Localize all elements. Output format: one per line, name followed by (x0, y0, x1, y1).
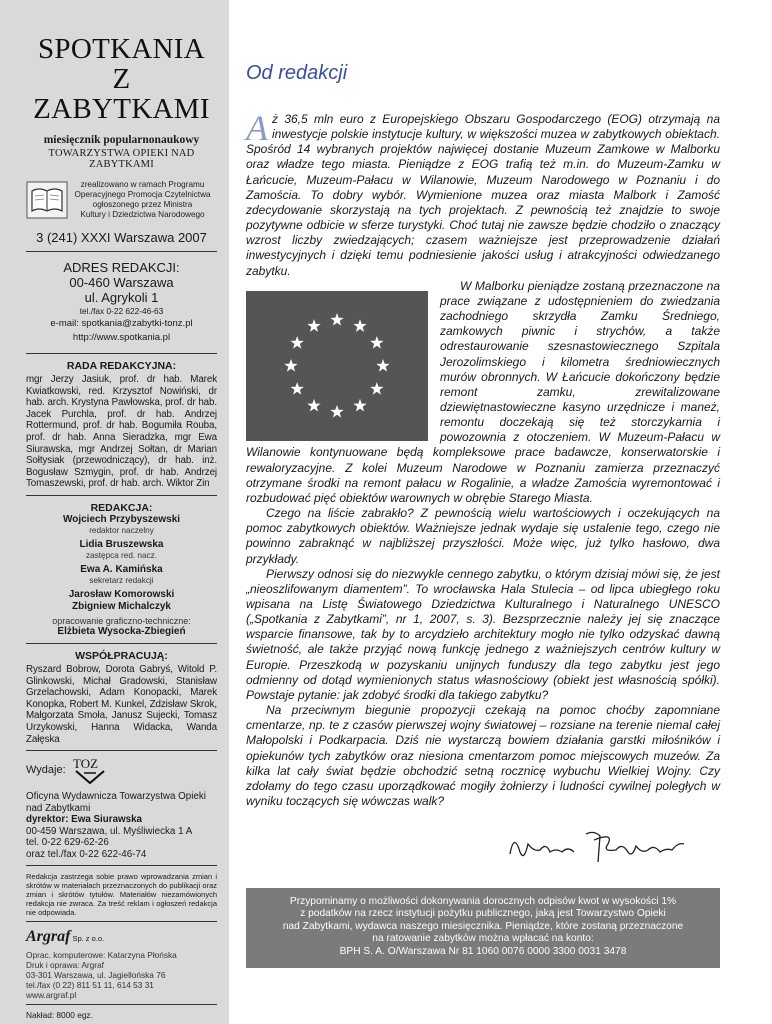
magazine-title (26, 34, 217, 124)
editor-name: Ewa A. Kamińska (80, 563, 163, 575)
divider (26, 353, 217, 354)
editor-name: Wojciech Przybyszewski (62, 513, 181, 525)
editor-role: sekretarz redakcji (89, 575, 154, 585)
open-book-icon (26, 181, 68, 219)
magazine-subtitle: miesięcznik popularnonaukowy (43, 134, 200, 146)
eu-flag-icon (246, 291, 428, 441)
graphic-role: opracowanie graficzno-techniczne: (52, 615, 191, 626)
circulation: Nakład: 8000 egz. (26, 1009, 93, 1020)
editor-name: Zbigniew Michalczyk (72, 600, 171, 612)
editorial-heading: REDAKCJA: (90, 501, 153, 514)
divider (26, 495, 217, 496)
address-email[interactable]: e-mail: spotkania@zabytki-tonz.pl (50, 318, 193, 329)
tax-reminder-box: Przypominamy o możliwości dokonywania dorocznych odpisów kwot w wysokości 1% z podatków na rzecz instytucji pożytku publicznego, jaką jest Towarzystwo Opieki nad Zabytkami, wydawca naszego miesięcznika. Pieniądze, które zostaną przeznaczone na ratowanie zabytków można wpłacać na konto: BPH S. A. O/Warszawa Nr 81 1060 0076 0000 3300 0031 3478 (246, 888, 720, 968)
printer-credits: Oprac. komputerowe: Katarzyna Płońska Druk i oprawa: Argraf 03-301 Warszawa, ul. Jagiellońska 76 tel./fax (0 22) 811 51 11, 614 53 31 www.argraf.pl (26, 950, 217, 1000)
divider (26, 643, 217, 644)
paragraph-2: W Malborku pieniądze zostaną przeznaczone na prace związane z udostępnieniem do zwiedzania zachodniego skrzydła Zamku Średniego, zamkowych piwnic i strychów, a także odrestaurowanie szesnastowiecznego Szpitala Jerozolimskiego i kilometra średniowiecznych murów obronnych. W Łańcucie dokończony będzie remont zamku, zrewitalizowane dziewiętnastowieczne kasyno urzędnicze i maneż, remontu doczekają się też storczykarnia i powozownia z otoczeniem. W Muzeum-Pałacu w Wilanowie kontynuowane będą kompleksowe prace badawcze, konserwatorskie i rewaloryzacyjne. Z kolei Muzeum Narodowe w Poznaniu zamierza przeznaczyć otrzymane środki na remont pałacu w Rogalinie, a władze Zamościa wyremontować i rozbudować pięć obiektów warownych w obrębie Starego Miasta. (246, 278, 720, 505)
address-street: ul. Agrykoli 1 (84, 290, 159, 305)
divider (26, 750, 217, 751)
paragraph-5: Na przeciwnym biegunie propozycji czekają na pomoc choćby zapomniane cmentarze, np. te z czasów pierwszej wojny światowej – rozsiane na terenie niemal całej Małopolski i Podkarpacia. Dziś nie wystarczą bowiem działania garstki miłośników i opiekunów tych zabytków oraz niesiona cmentarzom pomoc miejscowych muzeów. Za kilka lat cały świat będzie obchodzić setną rocznicę wybuchu Wielkiej Wojny. Czy zdołamy do tego czasu uporządkować mogiły żołnierzy i ludności cywilnej poległych w wyniku toczących się wówczas walk? (246, 703, 720, 809)
paragraph-1: ż 36,5 mln euro z Europejskiego Obszaru Gospodarczego (EOG) otrzymają na inwestycje polskie instytucje kultury, w większości muzea w zabytkowych obiektach. Spośród 14 wybranych projektów najwięcej dostanie Muzeum Zamkowe w Malborku oraz władze tego miasta. Pieniądze z EOG trafią też m.in. do Muzeum-Zamku w Łańcucie, Muzeum-Pałacu w Wilanowie, Muzeum Narodowego w Poznaniu i do Zamościa. To dobry wybór. Wymienione muzea oraz miasta Malbork i Zamość zdecydowanie skorzystają na tych projektach. Z pewnością też znajdzie to swoje pozytywne odbicie w sferze turystyki. Choć tutaj nie zawsze będzie chodziło o znaczący wzrost liczby zwiedzających; czasem ważniejsze jest przeprowadzenie działań inwestycyjnych i dzięki temu podniesienie jakości usług i atrakcyjności odwiedzanego zabytku. (246, 112, 720, 278)
paragraph-3: Czego na liście zabrakło? Z pewnością wielu wartościowych i oczekujących na pomoc zabytkowych obiektów. Ważniejsze jednak wydaje się ustalenie tego, czego nie powinno zabraknąć w najbliższej przyszłości. Może więc, już tylko hasłowo, dwa przykłady. (246, 506, 720, 566)
issue-number: 3 (241) XXXI Warszawa 2007 (26, 230, 217, 252)
council-members: mgr Jerzy Jasiuk, prof. dr hab. Marek Kwiatkowski, red. Krzysztof Nowiński, dr hab. arch. Krystyna Pawłowska, prof. dr hab. Jacek Purchla, prof. dr hab. Andrzej Rottermund, prof. dr hab. Bogumiła Rouba, prof. dr hab. Anna Sieradzka, mgr Ewa Siurawska, mgr Andrzej Sołtan, dr Marian Sołtysiak (przewodniczący), dr hab. inż. Bogusław Szmygin, prof. dr hab. Andrzej Tomaszewski, prof. dr hab. arch. Wiktor Zin (26, 374, 217, 490)
title-line-1: SPOTKANIA (37, 33, 206, 65)
bank-account: BPH S. A. O/Warszawa Nr 81 1060 0076 0000 3300 0031 3478 (339, 945, 627, 957)
page-title: Od redakcji (246, 62, 348, 84)
paragraph-4: Pierwszy odnosi się do niezwykle cennego zabytku, o którym dzisiaj mówi się, że jest „nieoszlifowanym diamentem”. To wrocławska Hala Stulecia – od lipca ubiegłego roku wpisana na Listę Światowego Dziedzictwa Kulturalnego i Naturalnego UNESCO („Spotkania z Zabytkami”, nr 1, 2007, s. 3). Bezsprzecznie należy jej się znaczące wsparcie finansowe, tak by to arcydzieło architektury mogło nie tylko odzyskać dawną świetność, ale także przyjąć nową funkcję jednego z ważniejszych centrów kultury w Europie. Przeszkodą w pozyskaniu unijnych funduszy dla tego zabytku jest jego odmienny od dotąd wymienionych status własnościowy (obiekt jest własnością spółki). Powstaje pytanie: jak zdobyć środki dla takiego zabytku? (246, 566, 720, 702)
address-phone: tel./fax 0-22 622-46-63 (79, 306, 164, 316)
printer-web-link[interactable]: www.argraf.pl (26, 989, 77, 1000)
sidebar-masthead (0, 0, 229, 1024)
collaborators-heading: WSPÓŁPRACUJĄ: (75, 649, 168, 662)
drop-cap: A (246, 108, 268, 148)
svg-text:TOZ: TOZ (72, 756, 98, 772)
graphic-name: Elżbieta Wysocka-Zbiegień (57, 625, 186, 637)
collaborators-list: Ryszard Bobrow, Dorota Gabryś, Witold P. Glinkowski, Michał Gradowski, Stanisław Grzelachowski, Adam Konopacki, Marek Konopka, Robert M. Kunkel, Zdzisław Skrok, Małgorzata Smoła, Janusz Sujecki, Tomasz Urzykowski, Hanna Widacka, Wanda Załęska (26, 663, 217, 745)
toz-logo-icon (70, 755, 110, 785)
editor-name: Lidia Bruszewska (79, 538, 164, 550)
disclaimer-text: Redakcja zastrzega sobie prawo wprowadzania zmian i skrótów w materiałach przeznaczonych do publikacji oraz zmian i skrótów tytułów. Materiałów niezamówionych redakcja nie zwraca. Za treść reklam i ogłoszeń redakcja nie odpowiada. (26, 871, 217, 917)
council-heading: RADA REDAKCYJNA: (66, 360, 177, 372)
publisher-info: Oficyna Wydawnicza Towarzystwa Opieki nad Zabytkami dyrektor: Ewa Siurawska 00-459 Warszawa, ul. Myśliwiecka 1 A tel. 0-22 629-62-26 oraz tel./fax 0-22 622-46-74 (26, 791, 206, 861)
argraf-logo: Argraf (26, 927, 71, 945)
publisher-label: Wydaje: (26, 764, 66, 777)
title-line-2: Z ZABYTKAMI (33, 63, 210, 125)
editorial-article (246, 108, 720, 809)
divider (26, 1004, 217, 1005)
divider (26, 865, 217, 866)
program-note (26, 180, 217, 220)
printer-logo: Argraf Sp. z o.o. (26, 927, 105, 945)
editor-name: Jarosław Komorowski (68, 588, 175, 600)
publisher-row (26, 755, 217, 785)
society-name: TOWARZYSTWA OPIEKI NAD ZABYTKAMI (48, 148, 195, 170)
program-text: zrealizowano w ramach Programu Operacyjnego Promocja Czytelnictwa ogłoszonego przez Ministra Kultury i Dziedzictwa Narodowego (74, 180, 211, 219)
address-heading: ADRES REDAKCJI: (63, 260, 180, 275)
editor-role: zastępca red. nacz. (86, 550, 157, 560)
address-web-link[interactable]: http://www.spotkania.pl (72, 332, 171, 343)
address-postcode: 00-460 Warszawa (69, 275, 174, 290)
editor-role: redaktor naczelny (89, 525, 154, 535)
divider (26, 921, 217, 922)
signature (504, 822, 694, 872)
